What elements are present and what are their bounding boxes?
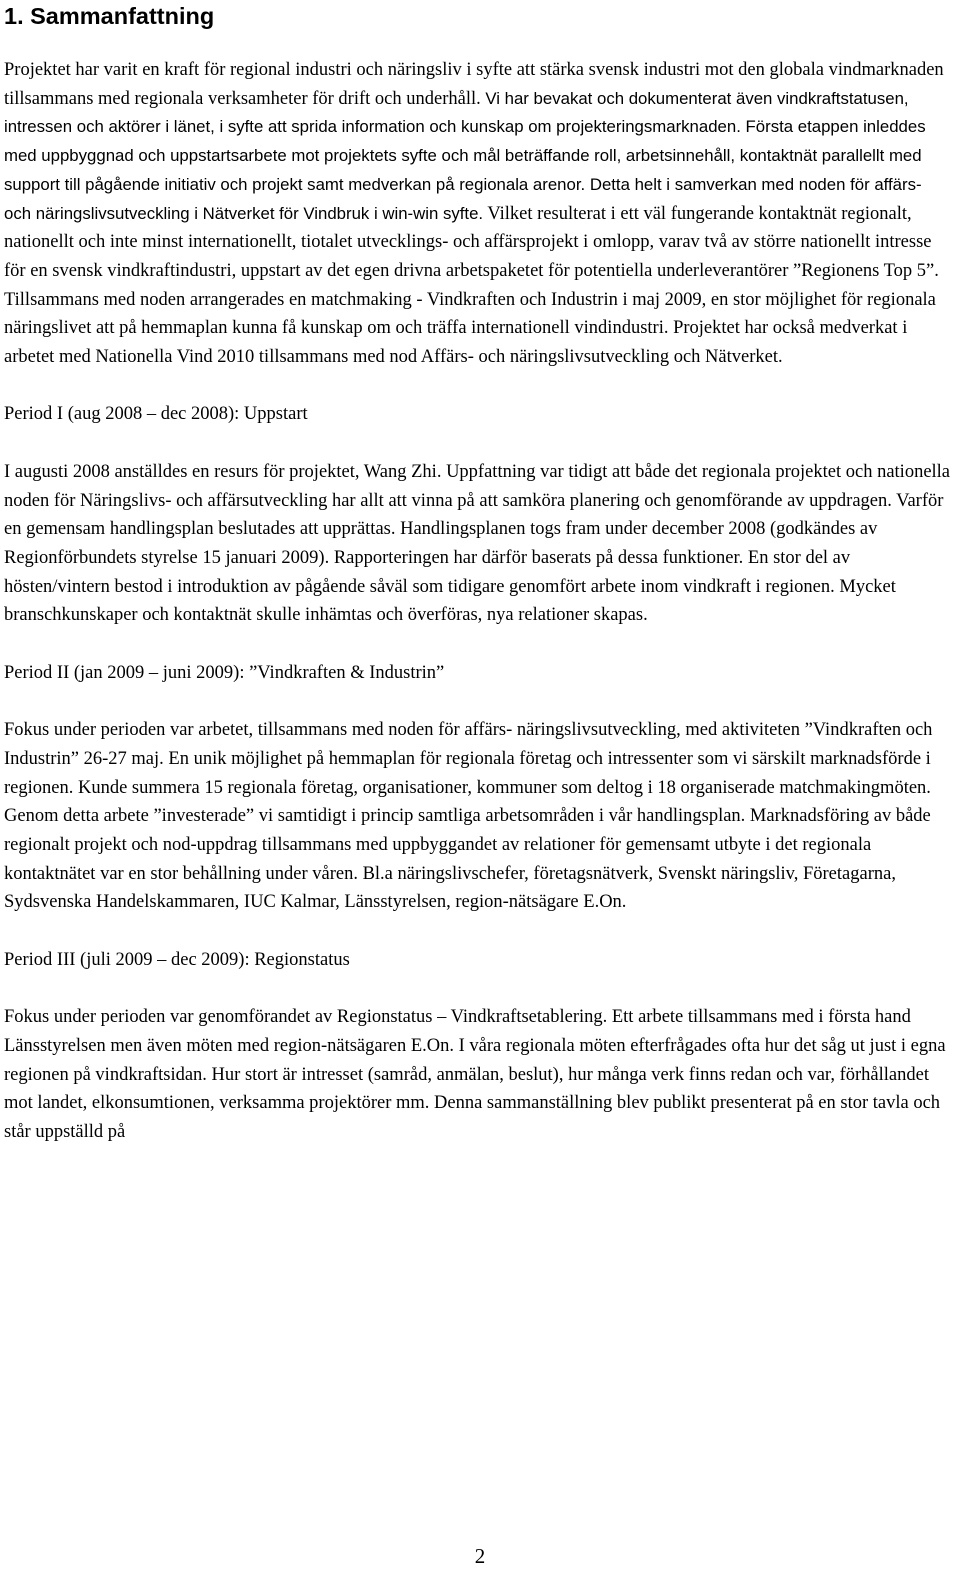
period-2-title: Period II (jan 2009 – juni 2009): ”Vindkraften & Industrin” (4, 662, 445, 683)
section-heading: 1. Sammanfattning (4, 3, 215, 29)
page-content (4, 0, 952, 1147)
period-2-body: Fokus under perioden var arbetet, tillsammans med noden för affärs- näringslivsutveckling, med aktiviteten ”Vindkraften och Industrin” 26-27 maj. En unik möjlighet på hemmaplan för regionala företag och intressenter som vi särskilt marknadsförde i regionen. Kunde summera 15 regionala företag, organisationer, kommuner som deltog i 18 organiserade matchmakingmöten. Genom detta arbete ”investerade” vi samtidigt i princip samtliga arbetsområden i vår handlingsplan. Marknadsföring av både regionalt projekt och nod-uppdrag tillsammans med uppbyggandet av relationer för gemensamt utbyte i det regionala kontaktnätet var en stor behållning under våren. Bl.a näringslivschefer, företagsnätverk, Svenskt näringsliv, Företagarna, Sydsvenska Handelskammaren, IUC Kalmar, Länsstyrelsen, region-nätsägare E.On. (4, 720, 933, 913)
period-3-body: Fokus under perioden var genomförandet av Regionstatus – Vindkraftsetablering. Ett arbete tillsammans med i första hand Länsstyrelsen men även möten med region-nätsägaren E.On. I våra regionala möten efterfrågades ofta hur det såg ut just i egna regionen på vindkraftsidan. Hur stort är intresset (samråd, anmälan, beslut), hur många verk finns redan och var, förhållandet mot landet, elkonsumtionen, verksamma projektörer mm. Denna sammanställning blev publikt presenterat på en stor tavla och står uppställd på (4, 1007, 946, 1142)
summary-paragraph (4, 56, 952, 372)
page-number: 2 (474, 1544, 486, 1568)
period-1-title: Period I (aug 2008 – dec 2008): Uppstart (4, 404, 308, 425)
spacer (4, 917, 952, 946)
spacer (4, 630, 952, 659)
summary-text-part-2: Vi har bevakat och dokumenterat även vindkraftstatusen, intressen och aktörer i länet, i syfte att sprida information och kunskap om projekteringsmarknaden. Första etappen inleddes med uppbyggnad och uppstartsarbete mot projektets syfte och mål beträffande roll, arbetsinnehåll, kontaktnät parallellt med support till pågående initiativ och projekt samt medverkan på regionala arenor. Detta helt i samverkan med noden för affärs- och näringslivsutveckling i Nätverket för Vindbruk i win-win syfte. (4, 88, 926, 223)
summary-text-part-3: Vilket resulterat i ett väl fungerande kontaktnät regionalt, nationellt och inte minst internationellt, tiotalet utvecklings- och affärsprojekt i omlopp, varav två av större nationellt intresse för en svensk vindkraftindustri, uppstart av det egen drivna arbetspaketet för potentiella underleverantörer ”Regionens Top 5”. Tillsammans med noden arrangerades en matchmaking - Vindkraften och Industrin i maj 2009, en stor möjlighet för regionala näringslivet att på hemmaplan kunna få kunskap om och träffa internationell vindindustri. Projektet har också medverkat i arbetet med Nationella Vind 2010 tillsammans med nod Affärs- och näringslivsutveckling och Nätverket. (4, 203, 939, 368)
summary-text-part-1: Projektet har varit en kraft för regional industri och näringsliv i syfte att stärka svensk industri mot den globala vindmarknaden tillsammans med regionala verksamheter för drift och underhåll. (4, 60, 944, 109)
spacer (4, 687, 952, 716)
period-1-body: I augusti 2008 anställdes en resurs för projektet, Wang Zhi. Uppfattning var tidigt att både det regionala projektet och nationella noden för Näringslivs- och affärsutveckling har allt att vinna på att samköra planering och genomförande av uppdragen. Varför en gemensam handlingsplan beslutades att upprättas. Handlingsplanen togs fram under december 2008 (godkändes av Regionförbundets styrelse 15 januari 2009). Rapporteringen har därför baserats på dessa funktioner. En stor del av hösten/vintern bestod i introduktion av pågående såväl som tidigare genomfört arbete inom vindkraft i regionen. Mycket branschkunskaper och kontaktnät skulle inhämtas och överföras, nya relationer skapas. (4, 461, 951, 626)
spacer (4, 372, 952, 401)
period-3-title: Period III (juli 2009 – dec 2009): Regionstatus (4, 949, 350, 970)
spacer (4, 429, 952, 458)
spacer (4, 974, 952, 1003)
